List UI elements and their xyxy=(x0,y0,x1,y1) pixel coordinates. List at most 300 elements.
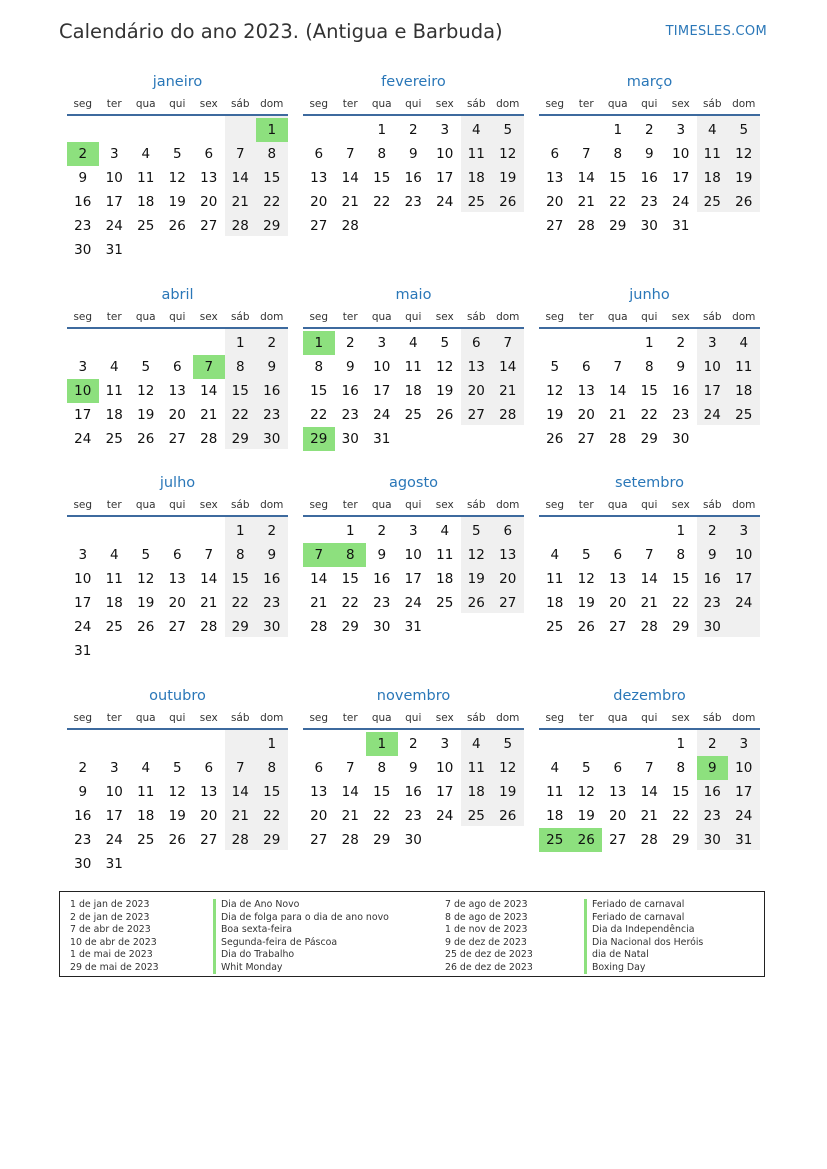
day-cell: 20 xyxy=(499,571,517,587)
weekday-label: seg xyxy=(545,98,565,110)
day-cell: 4 xyxy=(109,547,119,563)
day-cell: 13 xyxy=(609,784,627,800)
day-cell: 12 xyxy=(499,146,517,162)
weekday-label: ter xyxy=(106,98,122,110)
weekday-label: ter xyxy=(106,499,122,511)
weekday-label: sex xyxy=(199,98,218,110)
day-cell: 6 xyxy=(471,335,481,351)
holiday-date: 1 de nov de 2023 xyxy=(445,924,528,936)
day-cell: 16 xyxy=(703,784,721,800)
day-cell: 12 xyxy=(577,784,595,800)
day-cell: 3 xyxy=(109,146,119,162)
day-cell: 28 xyxy=(310,619,328,635)
day-cell: 27 xyxy=(609,832,627,848)
weekday-label: seg xyxy=(73,499,93,511)
weekday-label: qui xyxy=(641,98,658,110)
day-cell: 2 xyxy=(377,523,387,539)
day-cell: 27 xyxy=(577,431,595,447)
day-cell: 22 xyxy=(672,595,690,611)
day-cell: 20 xyxy=(200,808,218,824)
day-cell: 11 xyxy=(105,383,123,399)
day-cell: 19 xyxy=(168,808,186,824)
weekday-label: qua xyxy=(135,311,156,323)
day-cell: 19 xyxy=(577,808,595,824)
day-cell: 19 xyxy=(137,595,155,611)
day-cell: 27 xyxy=(200,218,218,234)
weekday-label: sáb xyxy=(702,499,722,511)
day-cell: 17 xyxy=(373,383,391,399)
day-cell: 29 xyxy=(263,218,281,234)
day-cell: 17 xyxy=(672,170,690,186)
day-cell: 31 xyxy=(105,242,123,258)
weekday-label: ter xyxy=(106,311,122,323)
day-cell: 15 xyxy=(672,784,690,800)
day-cell: 19 xyxy=(577,595,595,611)
day-cell: 23 xyxy=(404,808,422,824)
day-cell: 27 xyxy=(467,407,485,423)
day-cell: 23 xyxy=(74,218,92,234)
day-cell: 21 xyxy=(609,407,627,423)
weekday-label: qui xyxy=(405,712,422,724)
day-cell: 1 xyxy=(235,335,245,351)
day-cell: 15 xyxy=(373,784,391,800)
day-cell: 1 xyxy=(345,523,355,539)
day-cell: 23 xyxy=(74,832,92,848)
month-title: dezembro xyxy=(613,688,686,704)
day-cell: 28 xyxy=(200,431,218,447)
day-cell: 16 xyxy=(703,571,721,587)
day-cell: 21 xyxy=(499,383,517,399)
holiday-date: 1 de mai de 2023 xyxy=(70,949,153,961)
day-cell: 3 xyxy=(739,736,749,752)
day-cell: 7 xyxy=(644,547,654,563)
day-cell: 8 xyxy=(235,547,245,563)
day-cell: 16 xyxy=(341,383,359,399)
day-cell: 17 xyxy=(74,595,92,611)
weekday-label: ter xyxy=(342,499,358,511)
holiday-date: 29 de mai de 2023 xyxy=(70,961,159,973)
month-title: junho xyxy=(629,287,670,303)
day-cell: 26 xyxy=(168,832,186,848)
weekday-label: qui xyxy=(169,499,186,511)
day-cell: 8 xyxy=(676,760,686,776)
day-cell: 12 xyxy=(577,571,595,587)
day-cell: 23 xyxy=(703,808,721,824)
day-cell: 2 xyxy=(267,335,277,351)
day-cell: 5 xyxy=(581,760,591,776)
month-title: fevereiro xyxy=(381,74,446,90)
weekday-label: sáb xyxy=(466,712,486,724)
day-cell: 6 xyxy=(172,547,182,563)
day-cell: 13 xyxy=(200,170,218,186)
weekday-label: ter xyxy=(578,712,594,724)
day-cell: 15 xyxy=(672,571,690,587)
day-cell: 22 xyxy=(263,194,281,210)
day-cell: 24 xyxy=(105,832,123,848)
day-cell: 11 xyxy=(735,359,753,375)
weekday-label: qui xyxy=(169,98,186,110)
day-cell: 16 xyxy=(74,808,92,824)
day-cell: 5 xyxy=(739,122,749,138)
day-cell: 30 xyxy=(373,619,391,635)
day-cell: 9 xyxy=(377,547,387,563)
day-cell: 26 xyxy=(577,619,595,635)
day-cell: 20 xyxy=(200,194,218,210)
day-cell: 20 xyxy=(609,808,627,824)
weekday-label: sex xyxy=(671,499,690,511)
day-cell: 24 xyxy=(373,407,391,423)
day-cell: 20 xyxy=(546,194,564,210)
holiday-day-cell: 26 xyxy=(571,828,603,852)
holiday-date: 26 de dez de 2023 xyxy=(445,961,533,973)
day-cell: 12 xyxy=(499,760,517,776)
day-cell: 14 xyxy=(499,359,517,375)
day-cell: 30 xyxy=(341,431,359,447)
month-title: janeiro xyxy=(152,74,203,90)
day-cell: 14 xyxy=(640,571,658,587)
day-cell: 22 xyxy=(640,407,658,423)
day-cell: 26 xyxy=(499,194,517,210)
day-cell: 5 xyxy=(141,359,151,375)
day-cell: 10 xyxy=(735,760,753,776)
day-cell: 3 xyxy=(408,523,418,539)
day-cell: 31 xyxy=(105,856,123,872)
day-cell: 13 xyxy=(310,784,328,800)
day-cell: 29 xyxy=(341,619,359,635)
holiday-name: Dia Nacional dos Heróis xyxy=(592,936,704,948)
day-cell: 28 xyxy=(200,619,218,635)
day-cell: 13 xyxy=(609,571,627,587)
weekday-label: qui xyxy=(405,311,422,323)
weekday-label: sáb xyxy=(230,712,250,724)
day-cell: 16 xyxy=(640,170,658,186)
day-cell: 4 xyxy=(471,122,481,138)
weekday-label: sex xyxy=(671,98,690,110)
day-cell: 8 xyxy=(613,146,623,162)
weekday-label: sex xyxy=(671,712,690,724)
weekday-label: ter xyxy=(578,311,594,323)
weekday-label: dom xyxy=(732,499,756,511)
weekday-label: sex xyxy=(671,311,690,323)
day-cell: 20 xyxy=(577,407,595,423)
day-cell: 29 xyxy=(672,832,690,848)
day-cell: 1 xyxy=(676,736,686,752)
day-cell: 28 xyxy=(609,431,627,447)
holiday-legend xyxy=(59,891,765,977)
weekday-label: dom xyxy=(496,499,520,511)
weekday-header xyxy=(539,497,760,513)
day-cell: 23 xyxy=(341,407,359,423)
day-cell: 22 xyxy=(341,595,359,611)
day-cell: 21 xyxy=(577,194,595,210)
day-cell: 7 xyxy=(235,760,245,776)
day-cell: 25 xyxy=(436,595,454,611)
day-cell: 9 xyxy=(676,359,686,375)
day-cell: 8 xyxy=(676,547,686,563)
day-cell: 16 xyxy=(373,571,391,587)
day-cell: 24 xyxy=(436,194,454,210)
day-cell: 21 xyxy=(310,595,328,611)
day-cell: 19 xyxy=(546,407,564,423)
day-cell: 13 xyxy=(168,383,186,399)
day-cell: 6 xyxy=(314,146,324,162)
day-cell: 20 xyxy=(467,383,485,399)
day-cell: 21 xyxy=(640,595,658,611)
day-cell: 8 xyxy=(377,146,387,162)
day-cell: 15 xyxy=(231,383,249,399)
day-cell: 9 xyxy=(78,170,88,186)
day-cell: 3 xyxy=(78,547,88,563)
day-cell: 15 xyxy=(609,170,627,186)
day-cell: 31 xyxy=(404,619,422,635)
weekday-label: qui xyxy=(169,712,186,724)
day-cell: 19 xyxy=(168,194,186,210)
day-cell: 4 xyxy=(550,547,560,563)
day-cell: 9 xyxy=(408,760,418,776)
day-cell: 16 xyxy=(263,571,281,587)
day-cell: 11 xyxy=(703,146,721,162)
day-cell: 16 xyxy=(74,194,92,210)
day-cell: 10 xyxy=(436,760,454,776)
weekday-label: ter xyxy=(342,98,358,110)
day-cell: 9 xyxy=(345,359,355,375)
day-cell: 6 xyxy=(550,146,560,162)
month-title: maio xyxy=(395,287,432,303)
day-cell: 10 xyxy=(672,146,690,162)
weekday-header xyxy=(303,309,524,325)
day-cell: 30 xyxy=(703,832,721,848)
weekday-label: qui xyxy=(641,499,658,511)
weekday-label: sáb xyxy=(702,98,722,110)
weekday-label: seg xyxy=(73,712,93,724)
day-cell: 10 xyxy=(404,547,422,563)
weekday-label: dom xyxy=(496,311,520,323)
holiday-name: Feriado de carnaval xyxy=(592,899,685,910)
day-cell: 18 xyxy=(467,784,485,800)
weekday-label: qua xyxy=(607,311,628,323)
day-cell: 27 xyxy=(310,218,328,234)
day-cell: 2 xyxy=(267,523,277,539)
weekday-label: qui xyxy=(169,311,186,323)
day-cell: 13 xyxy=(310,170,328,186)
day-cell: 12 xyxy=(168,784,186,800)
day-cell: 29 xyxy=(672,619,690,635)
day-cell: 5 xyxy=(503,122,513,138)
day-cell: 4 xyxy=(141,760,151,776)
holiday-name: Boxing Day xyxy=(592,961,646,973)
day-cell: 7 xyxy=(235,146,245,162)
weekday-label: sex xyxy=(199,499,218,511)
day-cell: 18 xyxy=(105,595,123,611)
day-cell: 21 xyxy=(640,808,658,824)
day-cell: 12 xyxy=(137,383,155,399)
holiday-name: Feriado de carnaval xyxy=(592,911,685,923)
weekday-label: sex xyxy=(199,311,218,323)
day-cell: 5 xyxy=(581,547,591,563)
day-cell: 28 xyxy=(231,832,249,848)
day-cell: 7 xyxy=(503,335,513,351)
holiday-day-cell: 1 xyxy=(303,331,335,355)
day-cell: 14 xyxy=(200,571,218,587)
day-cell: 26 xyxy=(546,431,564,447)
weekday-label: ter xyxy=(578,98,594,110)
month-title: novembro xyxy=(376,688,451,704)
day-cell: 11 xyxy=(105,571,123,587)
day-cell: 13 xyxy=(168,571,186,587)
site-link[interactable]: TIMESLES.COM xyxy=(665,24,767,39)
weekday-label: dom xyxy=(732,98,756,110)
weekday-label: sex xyxy=(435,311,454,323)
day-cell: 26 xyxy=(137,431,155,447)
day-cell: 22 xyxy=(263,808,281,824)
day-cell: 10 xyxy=(735,547,753,563)
day-cell: 19 xyxy=(735,170,753,186)
holiday-day-cell: 25 xyxy=(539,828,571,852)
day-cell: 3 xyxy=(440,122,450,138)
day-cell: 11 xyxy=(467,146,485,162)
day-cell: 1 xyxy=(613,122,623,138)
holiday-date: 8 de ago de 2023 xyxy=(445,911,528,923)
weekday-label: seg xyxy=(309,499,329,511)
holiday-name: Boa sexta-feira xyxy=(221,924,293,936)
day-cell: 17 xyxy=(735,571,753,587)
day-cell: 19 xyxy=(436,383,454,399)
day-cell: 21 xyxy=(231,808,249,824)
day-cell: 24 xyxy=(436,808,454,824)
holiday-name: Dia da Independência xyxy=(592,924,695,936)
day-cell: 25 xyxy=(105,619,123,635)
weekday-label: seg xyxy=(73,311,93,323)
month-title: outubro xyxy=(149,688,206,704)
day-cell: 4 xyxy=(408,335,418,351)
legend-right-dates xyxy=(445,899,533,975)
day-cell: 23 xyxy=(404,194,422,210)
day-cell: 20 xyxy=(609,595,627,611)
day-cell: 18 xyxy=(735,383,753,399)
month-title: setembro xyxy=(615,475,684,491)
day-cell: 30 xyxy=(263,431,281,447)
day-cell: 29 xyxy=(609,218,627,234)
day-cell: 14 xyxy=(640,784,658,800)
day-cell: 17 xyxy=(735,784,753,800)
day-cell: 31 xyxy=(735,832,753,848)
day-cell: 12 xyxy=(436,359,454,375)
day-cell: 12 xyxy=(467,547,485,563)
day-cell: 19 xyxy=(467,571,485,587)
day-cell: 1 xyxy=(644,335,654,351)
legend-bar xyxy=(213,899,216,974)
legend-left-dates xyxy=(70,899,159,975)
weekday-label: ter xyxy=(342,311,358,323)
day-cell: 12 xyxy=(546,383,564,399)
day-cell: 2 xyxy=(78,760,88,776)
day-cell: 27 xyxy=(499,595,517,611)
day-cell: 22 xyxy=(310,407,328,423)
day-cell: 30 xyxy=(404,832,422,848)
weekday-label: seg xyxy=(545,712,565,724)
holiday-date: 1 de jan de 2023 xyxy=(70,899,150,910)
day-cell: 10 xyxy=(74,571,92,587)
day-cell: 11 xyxy=(546,784,564,800)
day-cell: 2 xyxy=(408,736,418,752)
legend-right-names xyxy=(592,899,703,975)
day-cell: 27 xyxy=(310,832,328,848)
day-cell: 11 xyxy=(137,784,155,800)
weekday-header xyxy=(539,710,760,726)
day-cell: 3 xyxy=(440,736,450,752)
holiday-day-cell: 1 xyxy=(256,118,288,142)
day-cell: 29 xyxy=(263,832,281,848)
day-cell: 8 xyxy=(314,359,324,375)
day-cell: 31 xyxy=(672,218,690,234)
day-cell: 28 xyxy=(341,832,359,848)
day-cell: 11 xyxy=(404,359,422,375)
day-cell: 22 xyxy=(373,808,391,824)
weekday-label: qua xyxy=(135,98,156,110)
day-cell: 11 xyxy=(436,547,454,563)
day-cell: 12 xyxy=(735,146,753,162)
weekday-label: dom xyxy=(732,311,756,323)
day-cell: 18 xyxy=(467,170,485,186)
day-cell: 8 xyxy=(644,359,654,375)
day-cell: 25 xyxy=(137,218,155,234)
holiday-name: Dia do Trabalho xyxy=(221,949,295,961)
day-cell: 26 xyxy=(467,595,485,611)
day-cell: 2 xyxy=(644,122,654,138)
day-cell: 28 xyxy=(640,619,658,635)
weekday-label: seg xyxy=(309,311,329,323)
day-cell: 23 xyxy=(672,407,690,423)
day-cell: 6 xyxy=(581,359,591,375)
day-cell: 20 xyxy=(168,595,186,611)
month-title: julho xyxy=(159,475,196,491)
day-cell: 29 xyxy=(373,832,391,848)
day-cell: 22 xyxy=(373,194,391,210)
weekday-label: qui xyxy=(405,98,422,110)
day-cell: 18 xyxy=(546,595,564,611)
day-cell: 6 xyxy=(172,359,182,375)
day-cell: 5 xyxy=(471,523,481,539)
day-cell: 24 xyxy=(703,407,721,423)
holiday-date: 7 de ago de 2023 xyxy=(445,899,528,910)
day-cell: 7 xyxy=(345,146,355,162)
weekday-label: sáb xyxy=(702,712,722,724)
weekday-label: qua xyxy=(135,499,156,511)
day-cell: 2 xyxy=(707,523,717,539)
day-cell: 9 xyxy=(267,547,277,563)
day-cell: 31 xyxy=(373,431,391,447)
weekday-header xyxy=(67,96,288,112)
day-cell: 12 xyxy=(137,571,155,587)
weekday-label: dom xyxy=(260,499,284,511)
holiday-name: Whit Monday xyxy=(221,961,283,973)
day-cell: 18 xyxy=(546,808,564,824)
day-cell: 26 xyxy=(168,218,186,234)
day-cell: 18 xyxy=(404,383,422,399)
weekday-label: dom xyxy=(260,712,284,724)
day-cell: 18 xyxy=(703,170,721,186)
weekday-label: dom xyxy=(732,712,756,724)
day-cell: 5 xyxy=(503,736,513,752)
day-cell: 14 xyxy=(200,383,218,399)
day-cell: 24 xyxy=(735,808,753,824)
day-cell: 2 xyxy=(408,122,418,138)
day-cell: 6 xyxy=(204,760,214,776)
weekday-label: seg xyxy=(309,712,329,724)
day-cell: 10 xyxy=(703,359,721,375)
day-cell: 17 xyxy=(105,808,123,824)
day-cell: 10 xyxy=(373,359,391,375)
